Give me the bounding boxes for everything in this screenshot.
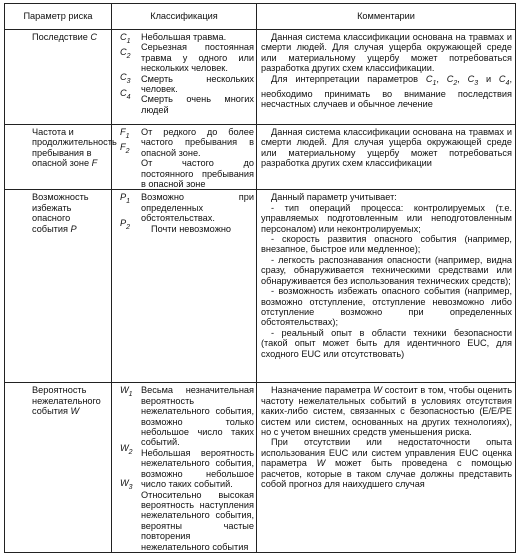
table-header-row [5,4,516,30]
comment-paragraph: Для интерпретации параметров $C_1$, $C_2$, $C_3$ и $C_4$, необходимо принимать во внимание последствия несчастных случаев и обычное лечение [261,73,513,110]
descriptions-column [137,127,254,189]
class-description: Относительно высокая вероятность наступления нежелательного события, вероятны частые повторения нежелательного события [141,489,254,552]
comment-paragraph: Данный параметр учитывает: [271,192,397,203]
class-description: От частого до постоянного пребывания в опасной зоне [141,158,254,190]
param-name: Последствие C [32,32,98,42]
codes-column [112,385,137,552]
comment-paragraph: - реальный опыт в области техники безопасности (такой опыт может быть для идентичного EUC, для сходного EUC или отсутствовать) [261,327,512,359]
code-label: $C_4$ [120,87,131,101]
class-description: Смерть очень многих людей [141,94,254,115]
table-row-probability [5,383,516,553]
param-cell [5,30,112,125]
codes-column [112,32,137,115]
param-cell [5,125,117,190]
code-label: $W_3$ [120,477,133,491]
table-row-consequence [5,30,516,125]
codes-column [112,127,137,189]
param-cell [5,383,112,553]
code-label: $P_2$ [120,217,131,231]
descriptions-column [137,192,254,234]
class-description: Весьма незначительная вероятность нежелательного события, возможно только небольшое число таких событий. [141,385,254,448]
class-description: Возможно при определенных обстоятельствах. [141,192,254,224]
param-name: Вероятность нежелательного события W [32,385,101,417]
comments-cell [257,190,516,383]
comments-cell [257,383,516,553]
comment-paragraph: Данная система классификации основана на травмах и смерти людей. Для случая ущерба окружающей среде или материальному ущербу может потребоваться разработка других схем классификации [261,127,512,169]
header-classification: Классификация [112,4,257,30]
param-name: Частота и продолжительность пребывания в опасной зоне F [32,127,117,169]
class-description: Небольшая вероятность нежелательного события, возможно небольшое число таких событий. [141,447,254,490]
class-description: Смерть нескольких человек. [141,73,254,95]
class-description: От редкого до более частого пребывания в опасной зоне. [141,127,254,158]
comment-paragraph: Назначение параметра W состоит в том, чтобы оценить частоту нежелательных событий в условиях отсутствия каких-либо систем, связанных с безопасностью (E/E/PE систем или систем, основанных на других технологиях), но с учетом внешних средств уменьшения риска. [261,385,512,438]
code-label: $P_1$ [120,192,131,206]
class-description: Небольшая травма. [141,32,227,42]
code-label: $W_2$ [120,442,133,456]
comments-cell [257,125,516,190]
classification-cell [112,30,257,125]
table-row-avoidance [5,190,516,383]
comments-cell [257,30,516,125]
comment-paragraph: - легкость распознавания опасности (например, видна сразу, обнаруживается техническими средствами или обнаруживается без использования технических средств); [261,254,512,286]
codes-column [112,192,137,234]
class-description: Почти невозможно [151,223,232,234]
risk-parameter-table [4,3,516,553]
table-row-frequency [5,125,516,190]
code-label: $C_3$ [120,72,131,86]
comment-paragraph: Данная система классификации основана на травмах и смерти людей. Для случая ущерба окружающей среде или материальному ущербу может потребоваться разработка других схем классификации. [261,32,512,74]
code-label: $F_2$ [120,142,130,156]
class-description: Серьезная постоянная травма у одного или нескольких человек. [141,42,254,74]
header-param: Параметр риска [5,4,112,30]
comment-paragraph: При отсутствии или недостаточности опыта использования EUC или систем управления EUC оценка параметра W может быть проведена с помощью расчетов, которые в таком случае должны представить собой прогноз для наихудшего случая [261,437,512,490]
classification-cell [112,190,257,383]
code-label: $C_1$ [120,32,131,45]
header-comments: Комментарии [257,4,516,30]
descriptions-column [137,385,254,552]
code-label: $W_1$ [120,385,133,399]
comment-paragraph: - возможность избежать опасного события (например, возможно отступление, отступление невозможно либо отступление возможно при определенных обстоятельствах); [261,286,512,328]
code-label: $F_1$ [120,127,130,140]
descriptions-column [137,32,254,115]
code-label: $C_2$ [120,47,131,61]
classification-cell [112,125,257,190]
comment-paragraph: - скорость развития опасного события (например, внезапное, быстрое или медленное); [261,234,512,255]
comment-paragraph: - тип операций процесса: контролируемых (т.е. управляемых подготовленным или неподготовленным персоналом) или неконтролируемых; [261,202,512,234]
param-name: Возможность избежать опасного события P [32,192,89,234]
param-cell [5,190,112,383]
classification-cell [112,383,257,553]
